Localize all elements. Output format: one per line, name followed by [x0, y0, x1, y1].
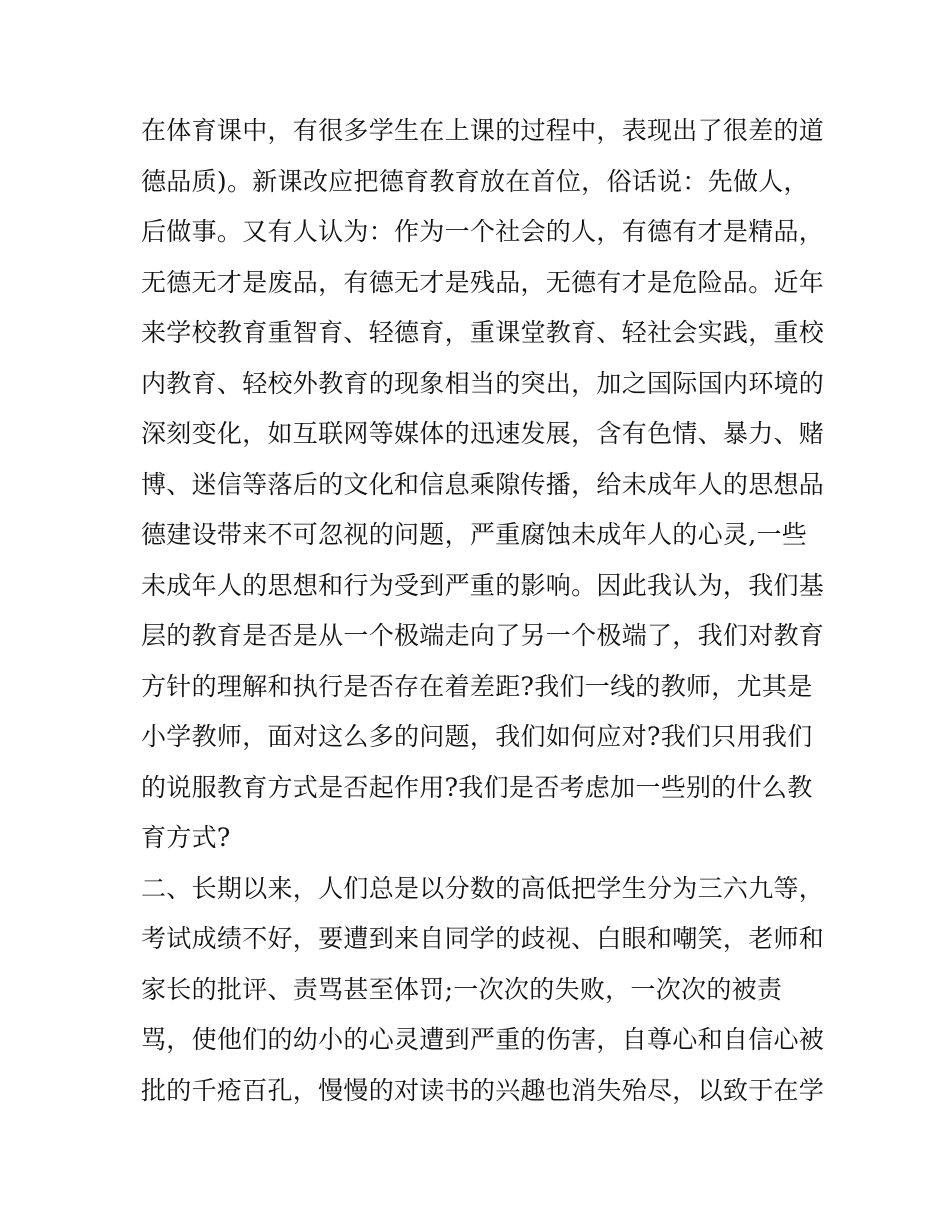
- text-line: 小学教师，面对这么多的问题，我们如何应对?我们只用我们: [141, 722, 813, 751]
- text-line: 德建设带来不可忽视的问题，严重腐蚀未成年人的心灵,一些: [141, 520, 808, 549]
- text-line: 的说服教育方式是否起作用?我们是否考虑加一些别的什么教: [141, 772, 813, 802]
- text-line: 骂，使他们的幼小的心灵遭到严重的伤害，自尊心和自信心被: [141, 1025, 825, 1054]
- text-line: 层的教育是否是从一个极端走向了另一个极端了，我们对教育: [141, 621, 825, 650]
- text-line: 考试成绩不好，要遭到来自同学的歧视、白眼和嘲笑，老师和: [141, 924, 825, 953]
- text-line: 家长的批评、责骂甚至体罚;一次次的失败，一次次的被责: [141, 974, 783, 1004]
- text-line: 无德无才是废品，有德无才是残品，无德有才是危险品。近年: [141, 267, 825, 297]
- text-line: 后做事。又有人认为：作为一个社会的人，有德有才是精品，: [141, 217, 825, 246]
- text-line: 来学校教育重智育、轻德育，重课堂教育、轻社会实践，重校: [141, 318, 825, 347]
- text-line: 方针的理解和执行是否存在着差距?我们一线的教师，尤其是: [141, 671, 813, 701]
- text-line: 二、长期以来，人们总是以分数的高低把学生分为三六九等，: [141, 873, 825, 903]
- text-line: 德品质)。新课改应把德育教育放在首位，俗话说：先做人，: [141, 166, 809, 196]
- text-line: 育方式?: [141, 823, 231, 852]
- body-text: [141, 106, 825, 1116]
- text-line: 深刻变化，如互联网等媒体的迅速发展，含有色情、暴力、赌: [141, 419, 825, 448]
- text-line: 未成年人的思想和行为受到严重的影响。因此我认为，我们基: [141, 570, 825, 600]
- text-line: 博、迷信等落后的文化和信息乘隙传播，给未成年人的思想品: [141, 469, 825, 499]
- text-line: 内教育、轻校外教育的现象相当的突出，加之国际国内环境的: [141, 368, 825, 398]
- text-line: 在体育课中，有很多学生在上课的过程中，表现出了很差的道: [141, 116, 825, 145]
- text-line: 批的千疮百孔，慢慢的对读书的兴趣也消失殆尽，以致于在学: [141, 1075, 825, 1105]
